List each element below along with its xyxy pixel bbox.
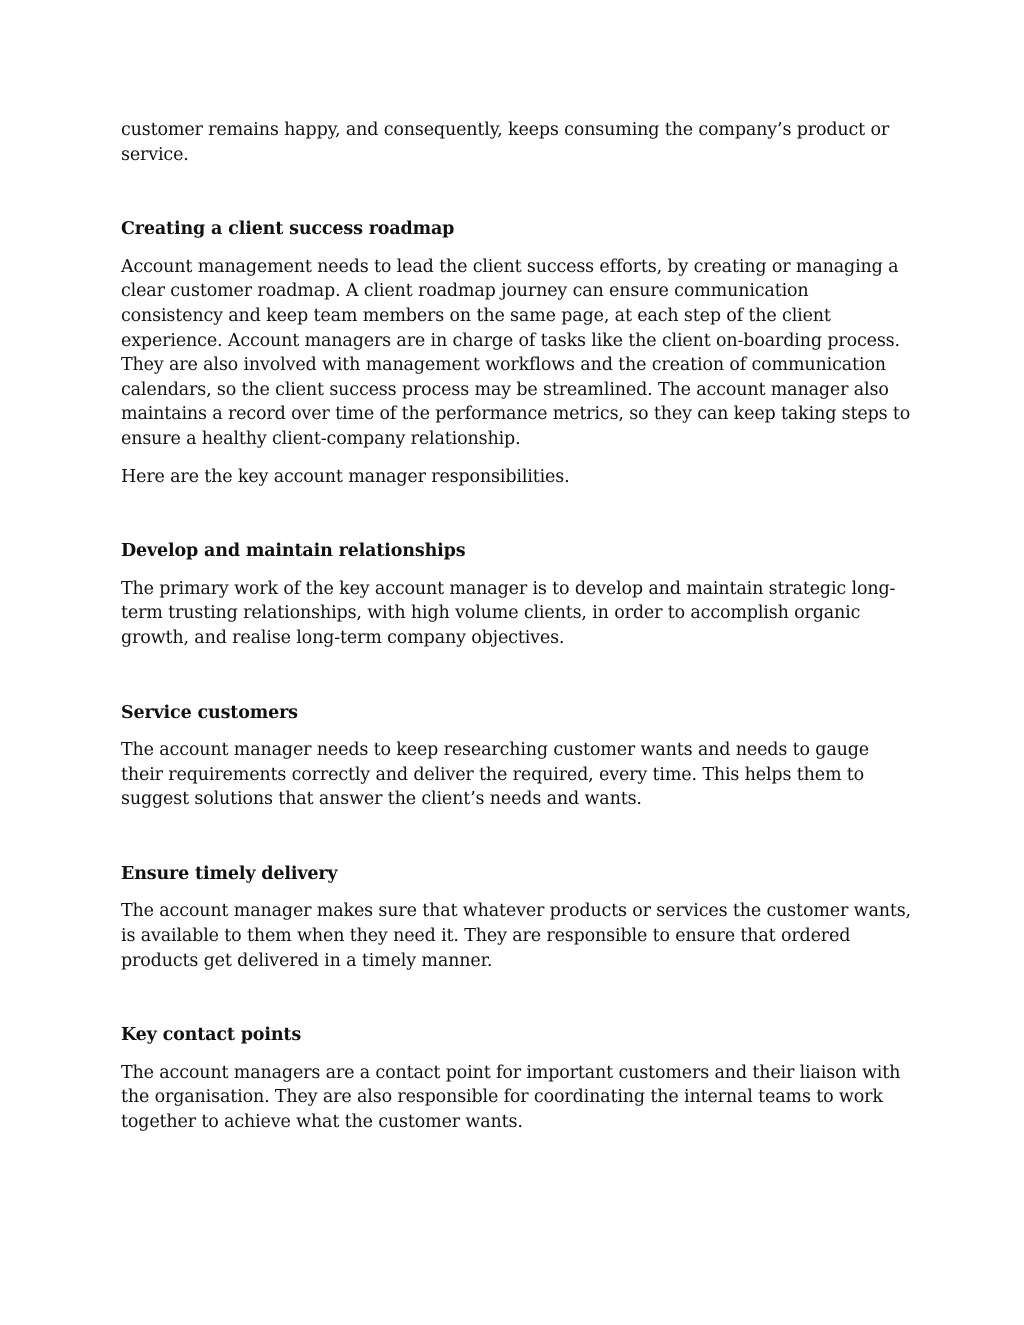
section-heading: Creating a client success roadmap	[121, 219, 455, 240]
document-page	[121, 118, 911, 1135]
intro-paragraph: customer remains happy, and consequently, keeps consuming the company’s product or service.	[121, 120, 890, 165]
section-heading: Key contact points	[121, 1025, 302, 1046]
section-paragraph: Account management needs to lead the client success efforts, by creating or managing a clear customer roadmap. A client roadmap journey can ensure communication consistency and keep team members on the same page, at each step of the client experience. Account managers are in charge of tasks like the client on-boarding process. They are also involved with management workflows and the creation of communication calendars, so the client success process may be streamlined. The account manager also maintains a record over time of the performance metrics, so they can keep taking steps to ensure a healthy client-company relationship.	[121, 256, 911, 449]
section-paragraph: The account manager needs to keep researching customer wants and needs to gauge their requirements correctly and deliver the required, every time. This helps them to suggest solutions that answer the client’s needs and wants.	[121, 740, 869, 810]
section-paragraph: The account managers are a contact point for important customers and their liaison with the organisation. They are also responsible for coordinating the internal teams to work together to achieve what the customer wants.	[121, 1062, 901, 1133]
section-paragraph: The account manager makes sure that whatever products or services the customer wants, is available to them when they need it. They are responsible to ensure that ordered products get delivered in a timely manner.	[121, 901, 911, 971]
section-key-contact-points	[121, 1023, 911, 1134]
section-paragraph: Here are the key account manager responsibilities.	[121, 466, 570, 487]
section-client-success-roadmap	[121, 217, 911, 489]
section-develop-relationships	[121, 539, 911, 650]
section-heading: Service customers	[121, 702, 298, 723]
section-timely-delivery	[121, 862, 911, 973]
section-heading: Develop and maintain relationships	[121, 541, 466, 562]
section-heading: Ensure timely delivery	[121, 863, 338, 884]
section-service-customers	[121, 701, 911, 812]
section-paragraph: The primary work of the key account manager is to develop and maintain strategic long-term trusting relationships, with high volume clients, in order to accomplish organic growth, and realise long-term company objectives.	[121, 578, 896, 648]
